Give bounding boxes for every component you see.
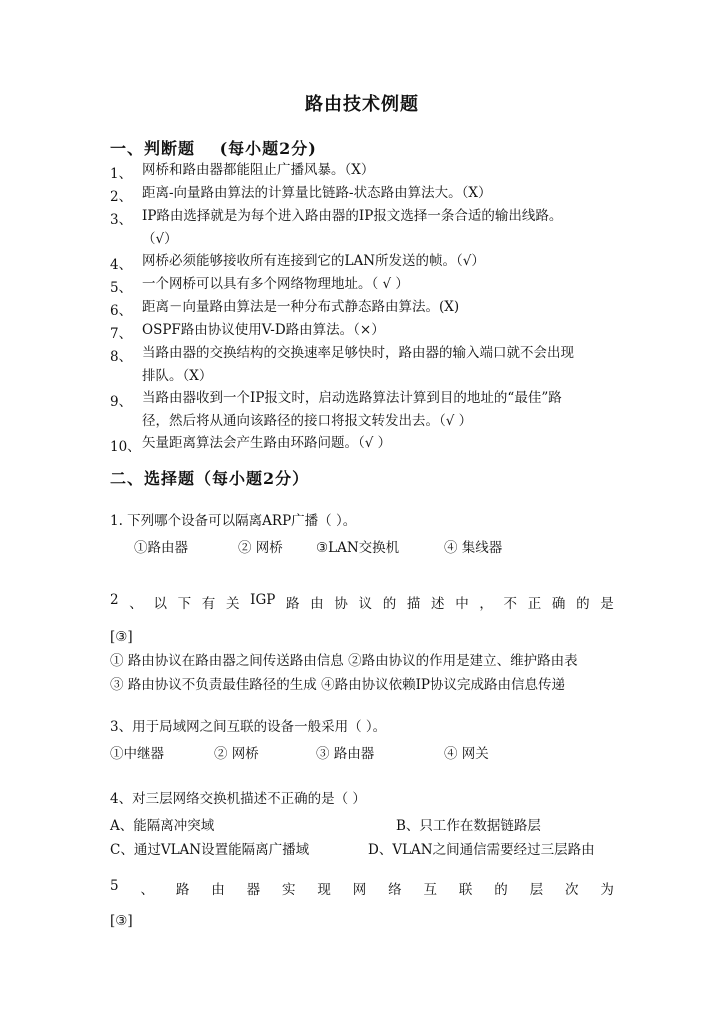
justified-char: ， bbox=[479, 596, 493, 612]
tf-item-text: 网桥必须能够接收所有连接到它的LAN所发送的帧。（√） bbox=[142, 253, 485, 269]
page-title: 路由技术例题 bbox=[305, 94, 419, 115]
justified-char: 正 bbox=[527, 596, 542, 612]
question-4-option-a: A、能隔离冲突域 bbox=[110, 818, 215, 834]
question-5-text bbox=[110, 878, 614, 898]
question-2-text bbox=[110, 592, 614, 612]
tf-item-text: 网桥和路由器都能阻止广播风暴。（X） bbox=[142, 162, 375, 178]
justified-char: 2 bbox=[110, 592, 119, 608]
tf-item-number: 9、 bbox=[110, 394, 133, 410]
justified-char: 为 bbox=[600, 882, 614, 898]
tf-item-text: IP路由选择就是为每个进入路由器的IP报文选择一条合适的输出线路。 bbox=[142, 208, 563, 224]
justified-char: 器 bbox=[246, 882, 261, 898]
tf-item-number: 10、 bbox=[110, 439, 141, 455]
justified-char: 关 bbox=[225, 596, 240, 612]
justified-char: 路 bbox=[286, 596, 300, 612]
tf-item-text: 一个网桥可以具有多个网络物理地址。（ √ ） bbox=[142, 276, 409, 292]
tf-item-text: 距离－向量路由算法是一种分布式静态路由算法。(X) bbox=[142, 299, 460, 315]
justified-char: 议 bbox=[358, 596, 373, 612]
justified-char: 层 bbox=[529, 882, 544, 898]
tf-item-text: 当路由器的交换结构的交换速率足够快时，路由器的输入端口就不会出现 bbox=[142, 345, 574, 361]
justified-char: 网 bbox=[352, 882, 367, 898]
justified-char: 的 bbox=[494, 882, 508, 898]
justified-char: 由 bbox=[310, 596, 324, 612]
question-4-option-b: B、只工作在数据链路层 bbox=[396, 818, 541, 834]
tf-item-number: 8、 bbox=[110, 349, 133, 365]
question-1-option: ④ 集线器 bbox=[444, 540, 503, 556]
justified-char: 描 bbox=[406, 596, 421, 612]
question-1-option: ② 网桥 bbox=[238, 540, 283, 556]
justified-char: 络 bbox=[388, 882, 402, 898]
justified-char: 下 bbox=[177, 596, 192, 612]
question-4-option-c: C、通过VLAN设置能隔离广播域 bbox=[110, 842, 310, 858]
question-3-option: ④ 网关 bbox=[444, 746, 489, 762]
tf-item-number: 3、 bbox=[110, 212, 133, 228]
question-1-text: 1. 下列哪个设备可以隔离ARP广播（ ）。 bbox=[110, 513, 357, 529]
justified-char: 现 bbox=[317, 882, 331, 898]
justified-char: 以 bbox=[153, 596, 167, 612]
section-heading-text: 一、判断题 bbox=[110, 139, 196, 158]
justified-char: 协 bbox=[334, 596, 348, 612]
section-multiple-choice-heading: 二、选择题（每小题2分） bbox=[110, 469, 310, 488]
question-4-text: 4、对三层网络交换机描述不正确的是（ ） bbox=[110, 791, 366, 807]
question-3-option: ①中继器 bbox=[110, 746, 164, 762]
justified-char: 不 bbox=[503, 596, 518, 612]
question-3-option: ② 网桥 bbox=[214, 746, 259, 762]
justified-char: 由 bbox=[211, 882, 225, 898]
section-true-false-heading bbox=[110, 136, 317, 159]
question-2-options-line: ① 路由协议在路由器之间传送路由信息 ②路由协议的作用是建立、维护路由表 bbox=[110, 653, 578, 669]
justified-char: 、 bbox=[140, 882, 154, 898]
justified-char: IGP bbox=[250, 592, 276, 608]
tf-item-text: OSPF路由协议使用V-D路由算法。（×） bbox=[142, 322, 385, 338]
justified-char: 的 bbox=[382, 596, 397, 612]
question-1-option: ①路由器 bbox=[134, 540, 188, 556]
justified-char: 路 bbox=[175, 882, 190, 898]
justified-char: 述 bbox=[431, 596, 445, 612]
question-2-options-line: ③ 路由协议不负责最佳路径的生成 ④路由协议依赖IP协议完成路由信息传递 bbox=[110, 677, 565, 693]
tf-item-text: 矢量距离算法会产生路由环路问题。（√ ） bbox=[142, 435, 392, 451]
justified-char: 联 bbox=[458, 882, 473, 898]
justified-char: 中 bbox=[455, 596, 469, 612]
tf-item-number: 5、 bbox=[110, 280, 133, 296]
tf-item-number: 4、 bbox=[110, 257, 133, 273]
question-5-answer: [③] bbox=[110, 913, 133, 929]
question-3-text: 3、用于局域网之间互联的设备一般采用（ ）。 bbox=[110, 719, 387, 735]
justified-char: 次 bbox=[564, 882, 579, 898]
tf-item-continuation: 径，然后将从通向该路径的接口将报文转发出去。（√ ） bbox=[142, 413, 473, 429]
tf-item-number: 2、 bbox=[110, 189, 133, 205]
tf-item-text: 当路由器收到一个IP报文时，启动选路算法计算到目的地址的“最佳”路 bbox=[142, 390, 562, 406]
question-1-option: ③LAN交换机 bbox=[316, 540, 400, 556]
justified-char: 、 bbox=[129, 596, 143, 612]
tf-item-number: 6、 bbox=[110, 303, 133, 319]
question-4-option-d: D、VLAN之间通信需要经过三层路由 bbox=[368, 842, 595, 858]
justified-char: 确 bbox=[551, 596, 566, 612]
tf-item-continuation: 排队。（X） bbox=[142, 368, 213, 384]
justified-char: 是 bbox=[600, 596, 614, 612]
justified-char: 互 bbox=[423, 882, 437, 898]
tf-item-continuation: （√） bbox=[142, 231, 178, 247]
question-2-answer: [③] bbox=[110, 629, 133, 645]
tf-item-number: 1、 bbox=[110, 166, 133, 182]
justified-char: 实 bbox=[281, 882, 296, 898]
justified-char: 5 bbox=[110, 878, 119, 894]
tf-item-text: 距离-向量路由算法的计算量比链路-状态路由算法大。（X） bbox=[142, 185, 492, 201]
question-3-option: ③ 路由器 bbox=[316, 746, 375, 762]
justified-char: 有 bbox=[201, 596, 216, 612]
section-score-note: (每小题2分) bbox=[219, 139, 317, 158]
justified-char: 的 bbox=[576, 596, 590, 612]
tf-item-number: 7、 bbox=[110, 326, 133, 342]
